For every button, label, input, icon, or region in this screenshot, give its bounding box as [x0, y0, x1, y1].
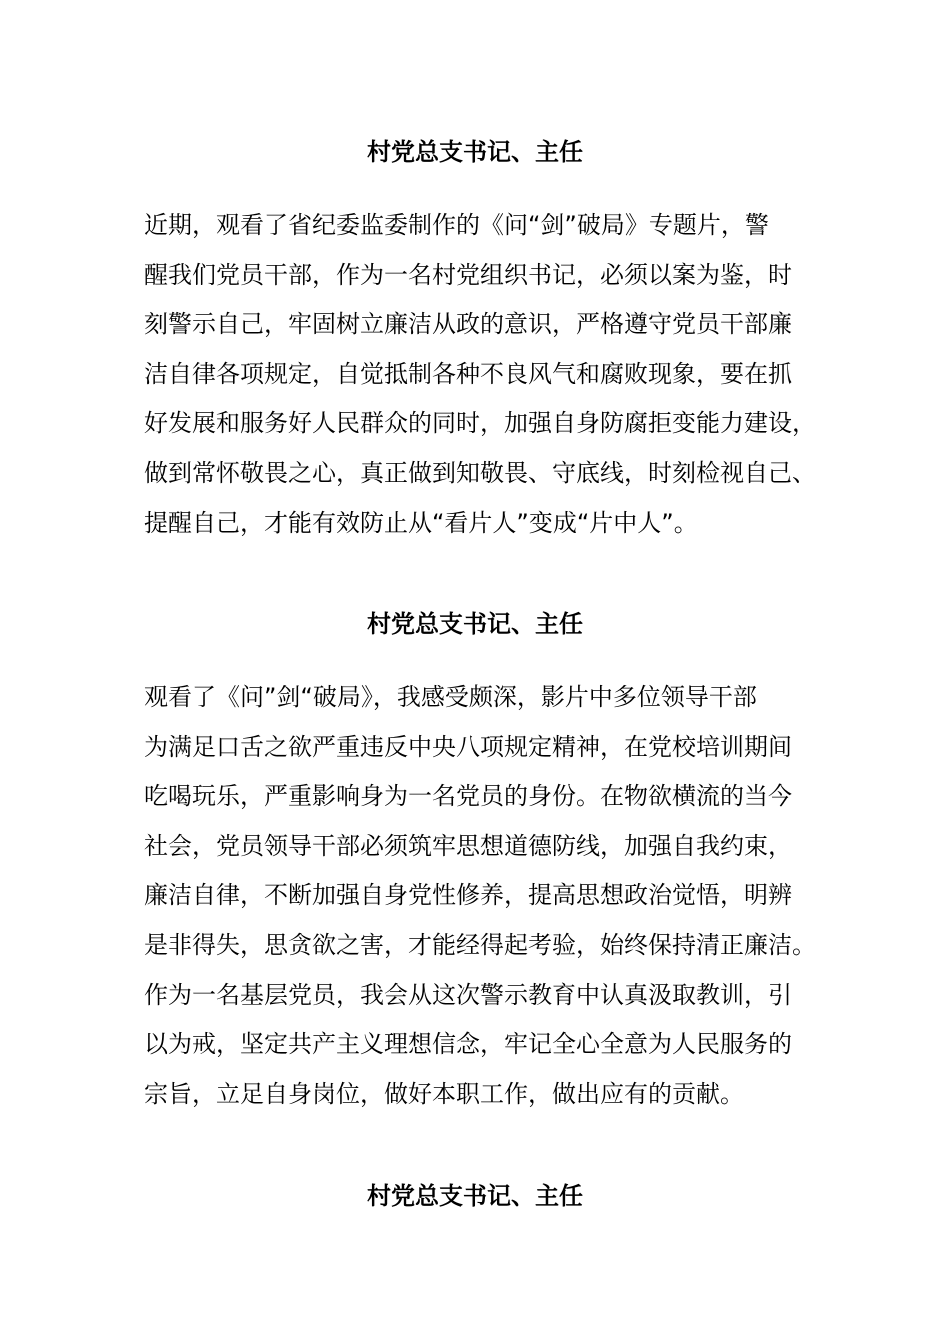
section-2-paragraph [144, 673, 816, 1119]
section-1-line-5: 好发展和服务好人民群众的同时，加强自身防腐拒变能力建设， [144, 409, 816, 438]
section-1-line-1: 近期，观看了省纪委监委制作的《问“剑”破局》专题片，警 [144, 211, 769, 239]
section-2-line-5: 廉洁自律，不断加强自身党性修养，提高思想政治觉悟，明辨 [144, 881, 792, 910]
section-3-heading: 村党总支书记、主任 [367, 1182, 583, 1210]
section-2-line-4: 社会，党员领导干部必须筑牢思想道德防线，加强自我约束， [144, 831, 792, 860]
section-1-line-7: 提醒自己，才能有效防止从“看片人”变成“片中人”。 [144, 508, 698, 537]
section-2-heading: 村党总支书记、主任 [367, 610, 583, 638]
section-1-heading: 村党总支书记、主任 [367, 138, 583, 166]
section-2-line-2: 为满足口舌之欲严重违反中央八项规定精神，在党校培训期间 [144, 732, 792, 761]
section-2-line-6: 是非得失，思贪欲之害，才能经得起考验，始终保持清正廉洁。 [144, 930, 816, 959]
section-1-line-2: 醒我们党员干部，作为一名村党组织书记，必须以案为鉴，时 [144, 260, 792, 289]
section-2-line-3: 吃喝玩乐，严重影响身为一名党员的身份。在物欲横流的当今 [144, 782, 792, 811]
section-2-line-7: 作为一名基层党员，我会从这次警示教育中认真汲取教训，引 [144, 980, 792, 1009]
section-1-line-6: 做到常怀敬畏之心，真正做到知敬畏、守底线，时刻检视自己、 [144, 458, 816, 487]
section-2-line-9: 宗旨，立足自身岗位，做好本职工作，做出应有的贡献。 [144, 1079, 744, 1108]
section-1-line-4: 洁自律各项规定，自觉抵制各种不良风气和腐败现象，要在抓 [144, 359, 792, 388]
section-1-paragraph [144, 201, 816, 548]
section-2-line-1: 观看了《问”剑“破局》，我感受颇深，影片中多位领导干部 [144, 683, 757, 711]
section-2-line-8: 以为戒，坚定共产主义理想信念，牢记全心全意为人民服务的 [144, 1030, 792, 1059]
section-1-line-3: 刻警示自己，牢固树立廉洁从政的意识，严格遵守党员干部廉 [144, 310, 792, 339]
